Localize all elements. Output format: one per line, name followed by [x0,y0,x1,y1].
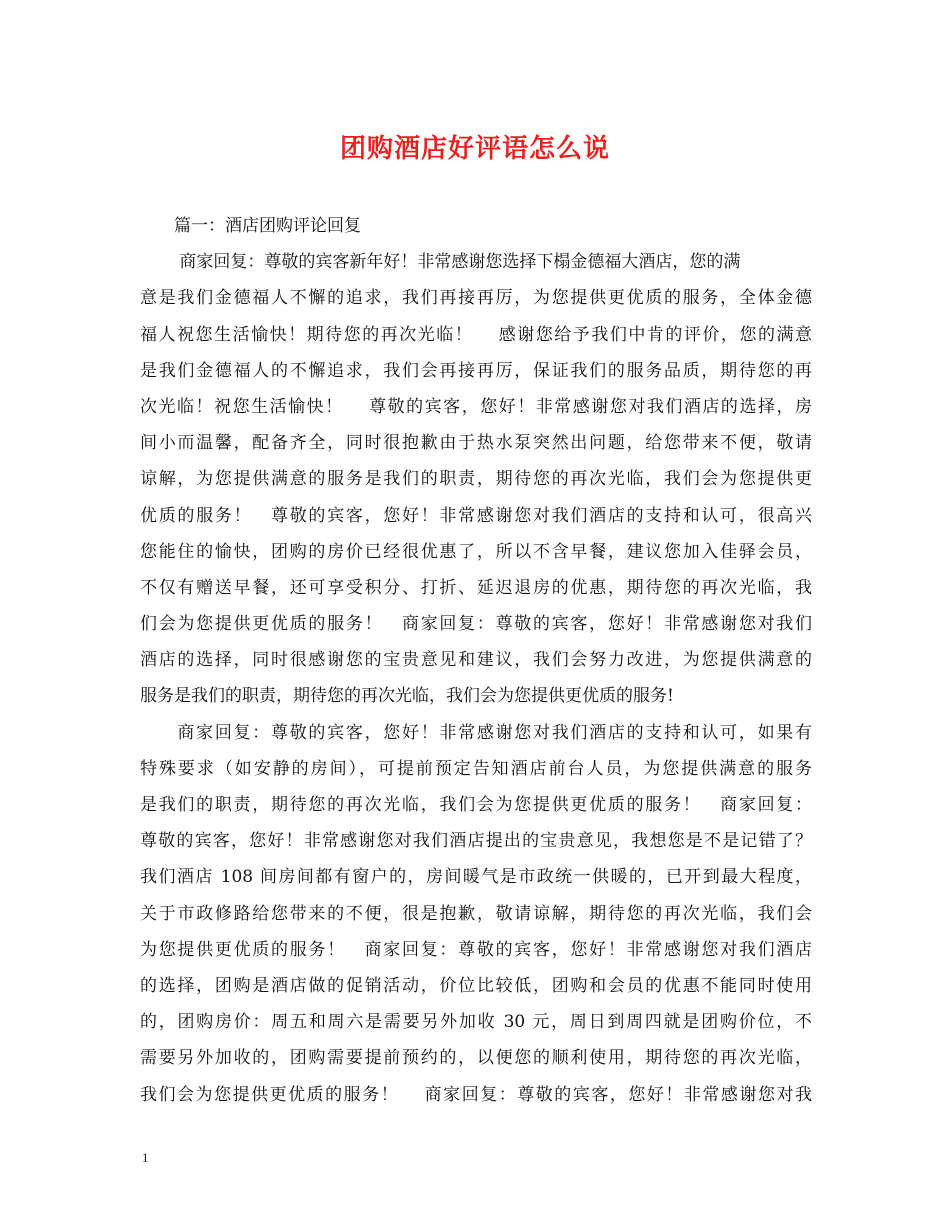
body-line: 的选择，团购是酒店做的促销活动，价位比较低，团购和会员的优惠不能同时使用 [140,975,812,996]
body-line: 的，团购房价：周五和周六是需要另外加收 30 元，周日到周四就是团购价位，不 [140,1012,812,1033]
body-line: 间小而温馨，配备齐全，同时很抱歉由于热水泵突然出问题，给您带来不便，敬请 [140,433,812,454]
document-title: 团购酒店好评语怎么说 [339,134,610,164]
body-line: 篇一：酒店团购评论回复 [140,216,361,236]
body-line: 我们酒店 108 间房间都有窗户的，房间暖气是市政统一供暖的，已开到最大程度， [140,867,812,888]
body-line: 关于市政修路给您带来的不便，很是抱歉，敬请谅解，期待您的再次光临，我们会 [140,903,812,924]
body-line: 不仅有赠送早餐，还可享受积分、打折、延迟退房的优惠，期待您的再次光临，我 [140,577,812,598]
body-line: 谅解，为您提供满意的服务是我们的职责，期待您的再次光临，我们会为您提供更 [140,469,812,490]
body-line: 福人祝您生活愉快！期待您的再次光临！ 感谢您给予我们中肯的评价，您的满意 [140,324,812,345]
body-line: 特殊要求（如安静的房间），可提前预定告知酒店前台人员，为您提供满意的服务 [140,758,812,779]
body-line: 为您提供更优质的服务！ 商家回复：尊敬的宾客，您好！非常感谢您对我们酒店 [140,939,812,960]
body-line: 服务是我们的职责，期待您的再次光临，我们会为您提供更优质的服务! [140,686,674,707]
body-line: 尊敬的宾客，您好！非常感谢您对我们酒店提出的宝贵意见，我想您是不是记错了？ [140,831,812,852]
body-line: 们会为您提供更优质的服务！ 商家回复：尊敬的宾客，您好！非常感谢您对我们 [140,614,812,635]
body-line: 商家回复：尊敬的宾客，您好！非常感谢您对我们酒店的支持和认可，如果有 [140,722,812,743]
body-line: 是我们金德福人的不懈追求，我们会再接再厉，保证我们的服务品质，期待您的再 [140,360,812,381]
body-line: 优质的服务！ 尊敬的宾客，您好！非常感谢您对我们酒店的支持和认可，很高兴 [140,505,812,526]
body-line: 需要另外加收的，团购需要提前预约的，以便您的顺利使用，期待您的再次光临， [140,1048,812,1069]
body-line: 是我们的职责，期待您的再次光临，我们会为您提供更优质的服务！ 商家回复： [140,795,812,815]
body-line: 我们会为您提供更优质的服务！ 商家回复：尊敬的宾客，您好！非常感谢您对我 [140,1084,812,1105]
body-line: 商家回复：尊敬的宾客新年好！非常感谢您选择下榻金德福大酒店，您的满 [140,252,741,273]
body-line: 意是我们金德福人不懈的追求，我们再接再厉，为您提供更优质的服务，全体金德 [140,288,812,309]
body-line: 酒店的选择，同时很感谢您的宝贵意见和建议，我们会努力改进，为您提供满意的 [140,650,812,671]
body-line: 您能住的愉快，团购的房价已经很优惠了，所以不含早餐，建议您加入佳驿会员， [140,541,812,562]
document-body [140,208,812,1113]
page-number: 1 [142,1150,149,1165]
body-line: 次光临！祝您生活愉快！ 尊敬的宾客，您好！非常感谢您对我们酒店的选择，房 [140,396,812,417]
